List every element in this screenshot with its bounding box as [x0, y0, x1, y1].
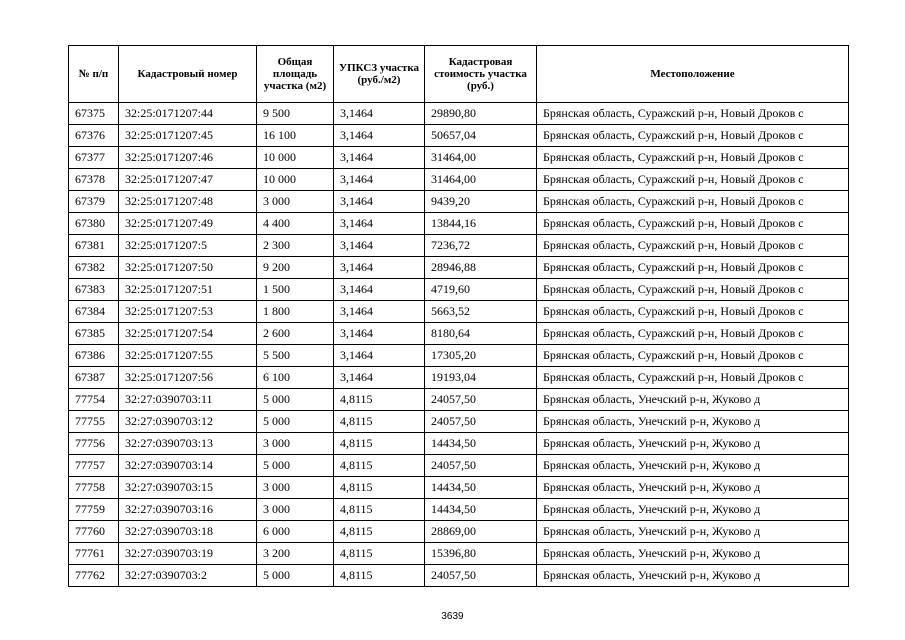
cell-row-number: 77757	[69, 455, 119, 477]
cell-location: Брянская область, Унечский р-н, Жуково д	[537, 543, 849, 565]
cell-upksz: 3,1464	[334, 323, 425, 345]
cell-upksz: 3,1464	[334, 345, 425, 367]
cell-cadastral-value: 28946,88	[425, 257, 537, 279]
cell-row-number: 67385	[69, 323, 119, 345]
table-header-row	[69, 46, 849, 103]
table-row	[69, 499, 849, 521]
cell-area: 10 000	[257, 169, 334, 191]
cell-upksz: 4,8115	[334, 411, 425, 433]
cell-location: Брянская область, Суражский р-н, Новый Дроков с	[537, 301, 849, 323]
cell-location: Брянская область, Суражский р-н, Новый Дроков с	[537, 103, 849, 125]
cell-row-number: 67382	[69, 257, 119, 279]
cell-upksz: 3,1464	[334, 235, 425, 257]
cell-location: Брянская область, Унечский р-н, Жуково д	[537, 477, 849, 499]
cell-cadastral-value: 24057,50	[425, 411, 537, 433]
cell-cadastral-number: 32:27:0390703:16	[119, 499, 257, 521]
table-row	[69, 367, 849, 389]
table-row	[69, 191, 849, 213]
cell-cadastral-value: 31464,00	[425, 169, 537, 191]
cell-row-number: 77754	[69, 389, 119, 411]
cell-area: 9 200	[257, 257, 334, 279]
cell-row-number: 77762	[69, 565, 119, 587]
header-cadastral-number: Кадастровый номер	[119, 46, 257, 103]
cell-cadastral-number: 32:25:0171207:5	[119, 235, 257, 257]
cell-upksz: 3,1464	[334, 191, 425, 213]
cell-area: 4 400	[257, 213, 334, 235]
cell-area: 2 600	[257, 323, 334, 345]
cell-row-number: 77761	[69, 543, 119, 565]
cell-upksz: 3,1464	[334, 103, 425, 125]
cell-row-number: 67387	[69, 367, 119, 389]
cell-upksz: 3,1464	[334, 257, 425, 279]
cell-upksz: 4,8115	[334, 543, 425, 565]
cell-area: 3 000	[257, 477, 334, 499]
cell-cadastral-number: 32:25:0171207:49	[119, 213, 257, 235]
cell-row-number: 67381	[69, 235, 119, 257]
cell-area: 2 300	[257, 235, 334, 257]
cell-cadastral-value: 15396,80	[425, 543, 537, 565]
cell-location: Брянская область, Унечский р-н, Жуково д	[537, 411, 849, 433]
cell-cadastral-number: 32:27:0390703:19	[119, 543, 257, 565]
cell-cadastral-value: 24057,50	[425, 389, 537, 411]
cell-cadastral-number: 32:25:0171207:44	[119, 103, 257, 125]
cell-upksz: 4,8115	[334, 477, 425, 499]
page-number: 3639	[441, 611, 464, 622]
cell-location: Брянская область, Суражский р-н, Новый Дроков с	[537, 257, 849, 279]
cell-location: Брянская область, Суражский р-н, Новый Дроков с	[537, 125, 849, 147]
cell-row-number: 77755	[69, 411, 119, 433]
cell-area: 5 000	[257, 455, 334, 477]
cell-area: 1 500	[257, 279, 334, 301]
cell-upksz: 3,1464	[334, 301, 425, 323]
cell-location: Брянская область, Суражский р-н, Новый Дроков с	[537, 191, 849, 213]
cell-location: Брянская область, Унечский р-н, Жуково д	[537, 565, 849, 587]
cell-area: 5 000	[257, 389, 334, 411]
cell-row-number: 67386	[69, 345, 119, 367]
cell-cadastral-number: 32:27:0390703:13	[119, 433, 257, 455]
cell-upksz: 4,8115	[334, 389, 425, 411]
cell-location: Брянская область, Суражский р-н, Новый Дроков с	[537, 147, 849, 169]
cell-cadastral-number: 32:27:0390703:2	[119, 565, 257, 587]
cell-location: Брянская область, Унечский р-н, Жуково д	[537, 499, 849, 521]
table-row	[69, 433, 849, 455]
cell-row-number: 67377	[69, 147, 119, 169]
header-row-number: № п/п	[69, 46, 119, 103]
cell-upksz: 3,1464	[334, 147, 425, 169]
cell-location: Брянская область, Суражский р-н, Новый Дроков с	[537, 323, 849, 345]
header-total-area: Общая площадь участка (м2)	[257, 46, 334, 103]
cell-row-number: 77760	[69, 521, 119, 543]
cell-area: 5 000	[257, 411, 334, 433]
cell-upksz: 4,8115	[334, 521, 425, 543]
cell-cadastral-number: 32:25:0171207:45	[119, 125, 257, 147]
cell-cadastral-value: 28869,00	[425, 521, 537, 543]
table-row	[69, 477, 849, 499]
cell-row-number: 67384	[69, 301, 119, 323]
table-row	[69, 345, 849, 367]
cell-location: Брянская область, Суражский р-н, Новый Дроков с	[537, 279, 849, 301]
cadastral-table	[68, 45, 849, 587]
cell-cadastral-value: 14434,50	[425, 433, 537, 455]
cell-cadastral-number: 32:27:0390703:12	[119, 411, 257, 433]
cell-row-number: 67380	[69, 213, 119, 235]
cell-area: 9 500	[257, 103, 334, 125]
cell-area: 5 500	[257, 345, 334, 367]
cell-upksz: 3,1464	[334, 279, 425, 301]
cell-cadastral-value: 9439,20	[425, 191, 537, 213]
cell-cadastral-number: 32:27:0390703:15	[119, 477, 257, 499]
table-row	[69, 543, 849, 565]
cell-area: 3 000	[257, 433, 334, 455]
cell-upksz: 3,1464	[334, 367, 425, 389]
cell-cadastral-number: 32:27:0390703:14	[119, 455, 257, 477]
table-row	[69, 279, 849, 301]
cell-area: 10 000	[257, 147, 334, 169]
cell-area: 3 000	[257, 499, 334, 521]
cell-location: Брянская область, Унечский р-н, Жуково д	[537, 455, 849, 477]
cell-upksz: 3,1464	[334, 169, 425, 191]
cell-location: Брянская область, Суражский р-н, Новый Дроков с	[537, 235, 849, 257]
cell-row-number: 77759	[69, 499, 119, 521]
cell-cadastral-number: 32:27:0390703:11	[119, 389, 257, 411]
cell-area: 3 000	[257, 191, 334, 213]
cell-cadastral-value: 8180,64	[425, 323, 537, 345]
table-row	[69, 389, 849, 411]
cell-area: 16 100	[257, 125, 334, 147]
table-row	[69, 169, 849, 191]
table-row	[69, 257, 849, 279]
cell-location: Брянская область, Унечский р-н, Жуково д	[537, 389, 849, 411]
cell-cadastral-value: 14434,50	[425, 499, 537, 521]
cell-row-number: 77758	[69, 477, 119, 499]
cell-cadastral-number: 32:25:0171207:47	[119, 169, 257, 191]
cell-upksz: 4,8115	[334, 433, 425, 455]
cell-cadastral-number: 32:25:0171207:55	[119, 345, 257, 367]
cell-location: Брянская область, Унечский р-н, Жуково д	[537, 521, 849, 543]
header-cadastral-value: Кадастровая стоимость участка (руб.)	[425, 46, 537, 103]
cell-row-number: 77756	[69, 433, 119, 455]
cell-upksz: 3,1464	[334, 213, 425, 235]
cell-cadastral-value: 31464,00	[425, 147, 537, 169]
cell-cadastral-number: 32:25:0171207:56	[119, 367, 257, 389]
table-row	[69, 301, 849, 323]
table-row	[69, 235, 849, 257]
table-row	[69, 147, 849, 169]
cell-area: 5 000	[257, 565, 334, 587]
table-row	[69, 521, 849, 543]
table-body	[69, 103, 849, 587]
cell-location: Брянская область, Суражский р-н, Новый Дроков с	[537, 169, 849, 191]
cell-cadastral-value: 5663,52	[425, 301, 537, 323]
table-row	[69, 103, 849, 125]
cell-upksz: 4,8115	[334, 455, 425, 477]
cell-location: Брянская область, Суражский р-н, Новый Дроков с	[537, 367, 849, 389]
cell-cadastral-number: 32:25:0171207:53	[119, 301, 257, 323]
table-row	[69, 323, 849, 345]
table-row	[69, 411, 849, 433]
cell-cadastral-value: 19193,04	[425, 367, 537, 389]
cell-cadastral-value: 4719,60	[425, 279, 537, 301]
header-upksz: УПКСЗ участка (руб./м2)	[334, 46, 425, 103]
cell-cadastral-value: 14434,50	[425, 477, 537, 499]
cell-area: 6 100	[257, 367, 334, 389]
cell-cadastral-number: 32:25:0171207:46	[119, 147, 257, 169]
cell-cadastral-value: 7236,72	[425, 235, 537, 257]
cell-cadastral-number: 32:25:0171207:50	[119, 257, 257, 279]
table-row	[69, 455, 849, 477]
cell-cadastral-value: 13844,16	[425, 213, 537, 235]
cell-cadastral-number: 32:25:0171207:51	[119, 279, 257, 301]
table-row	[69, 565, 849, 587]
cell-area: 3 200	[257, 543, 334, 565]
cell-row-number: 67375	[69, 103, 119, 125]
cell-cadastral-value: 24057,50	[425, 565, 537, 587]
cell-cadastral-value: 17305,20	[425, 345, 537, 367]
cell-cadastral-value: 24057,50	[425, 455, 537, 477]
cell-upksz: 4,8115	[334, 565, 425, 587]
cell-upksz: 4,8115	[334, 499, 425, 521]
table-row	[69, 125, 849, 147]
cell-cadastral-number: 32:25:0171207:54	[119, 323, 257, 345]
cell-cadastral-number: 32:27:0390703:18	[119, 521, 257, 543]
cell-area: 1 800	[257, 301, 334, 323]
cell-cadastral-value: 50657,04	[425, 125, 537, 147]
cell-row-number: 67383	[69, 279, 119, 301]
cell-upksz: 3,1464	[334, 125, 425, 147]
table-row	[69, 213, 849, 235]
cell-location: Брянская область, Унечский р-н, Жуково д	[537, 433, 849, 455]
cell-cadastral-value: 29890,80	[425, 103, 537, 125]
cell-area: 6 000	[257, 521, 334, 543]
header-location: Местоположение	[537, 46, 849, 103]
cell-location: Брянская область, Суражский р-н, Новый Дроков с	[537, 213, 849, 235]
cell-row-number: 67376	[69, 125, 119, 147]
cell-row-number: 67378	[69, 169, 119, 191]
cell-row-number: 67379	[69, 191, 119, 213]
cell-location: Брянская область, Суражский р-н, Новый Дроков с	[537, 345, 849, 367]
cell-cadastral-number: 32:25:0171207:48	[119, 191, 257, 213]
